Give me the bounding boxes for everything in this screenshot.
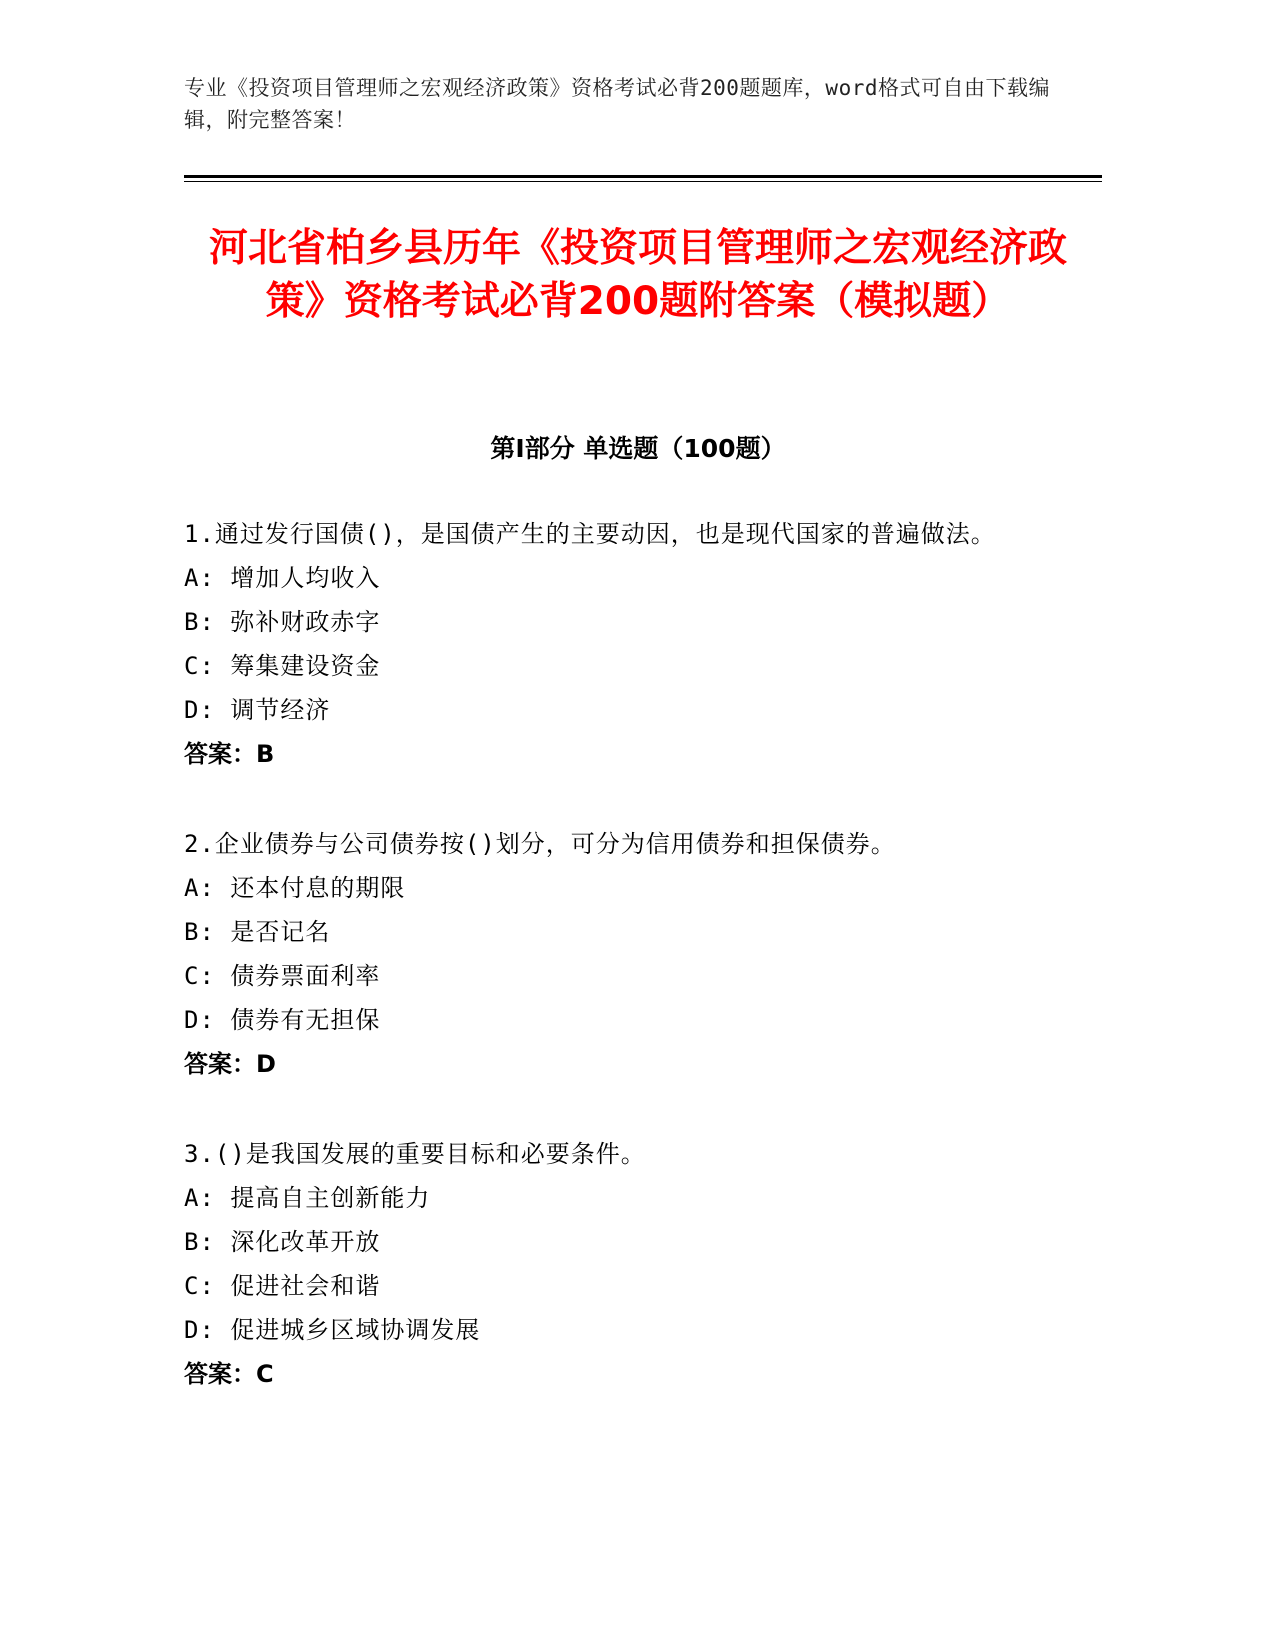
answer: 答案：B [184, 740, 275, 768]
option-c: C: 筹集建设资金 [184, 652, 381, 680]
option-d: D: 债券有无担保 [184, 1006, 381, 1034]
option-a: A: 提高自主创新能力 [184, 1184, 431, 1212]
question-stem: 3.()是我国发展的重要目标和必要条件。 [184, 1140, 646, 1168]
section-title: 第I部分 单选题（100题） [490, 434, 786, 463]
document-title: 河北省柏乡县历年《投资项目管理师之宏观经济政策》资格考试必背200题附答案（模拟题） [208, 226, 1067, 324]
option-c: C: 债券票面利率 [184, 962, 381, 990]
question-list [184, 512, 1064, 1396]
question-3 [184, 1132, 1064, 1396]
option-b: B: 弥补财政赤字 [184, 608, 381, 636]
option-d: D: 调节经济 [184, 696, 331, 724]
answer: 答案：D [184, 1050, 276, 1078]
option-b: B: 深化改革开放 [184, 1228, 381, 1256]
header-rule-thick [184, 175, 1102, 178]
question-stem: 2.企业债券与公司债券按()划分，可分为信用债券和担保债券。 [184, 830, 896, 858]
question-1 [184, 512, 1064, 776]
option-c: C: 促进社会和谐 [184, 1272, 381, 1300]
option-a: A: 还本付息的期限 [184, 874, 406, 902]
question-stem: 1.通过发行国债()，是国债产生的主要动因，也是现代国家的普遍做法。 [184, 520, 996, 548]
option-b: B: 是否记名 [184, 918, 331, 946]
question-2 [184, 822, 1064, 1086]
header-note: 专业《投资项目管理师之宏观经济政策》资格考试必背200题题库，word格式可自由下载编辑，附完整答案！ [184, 76, 1050, 132]
answer: 答案：C [184, 1360, 274, 1388]
header-rule-thin [184, 181, 1102, 182]
option-d: D: 促进城乡区域协调发展 [184, 1316, 481, 1344]
option-a: A: 增加人均收入 [184, 564, 381, 592]
